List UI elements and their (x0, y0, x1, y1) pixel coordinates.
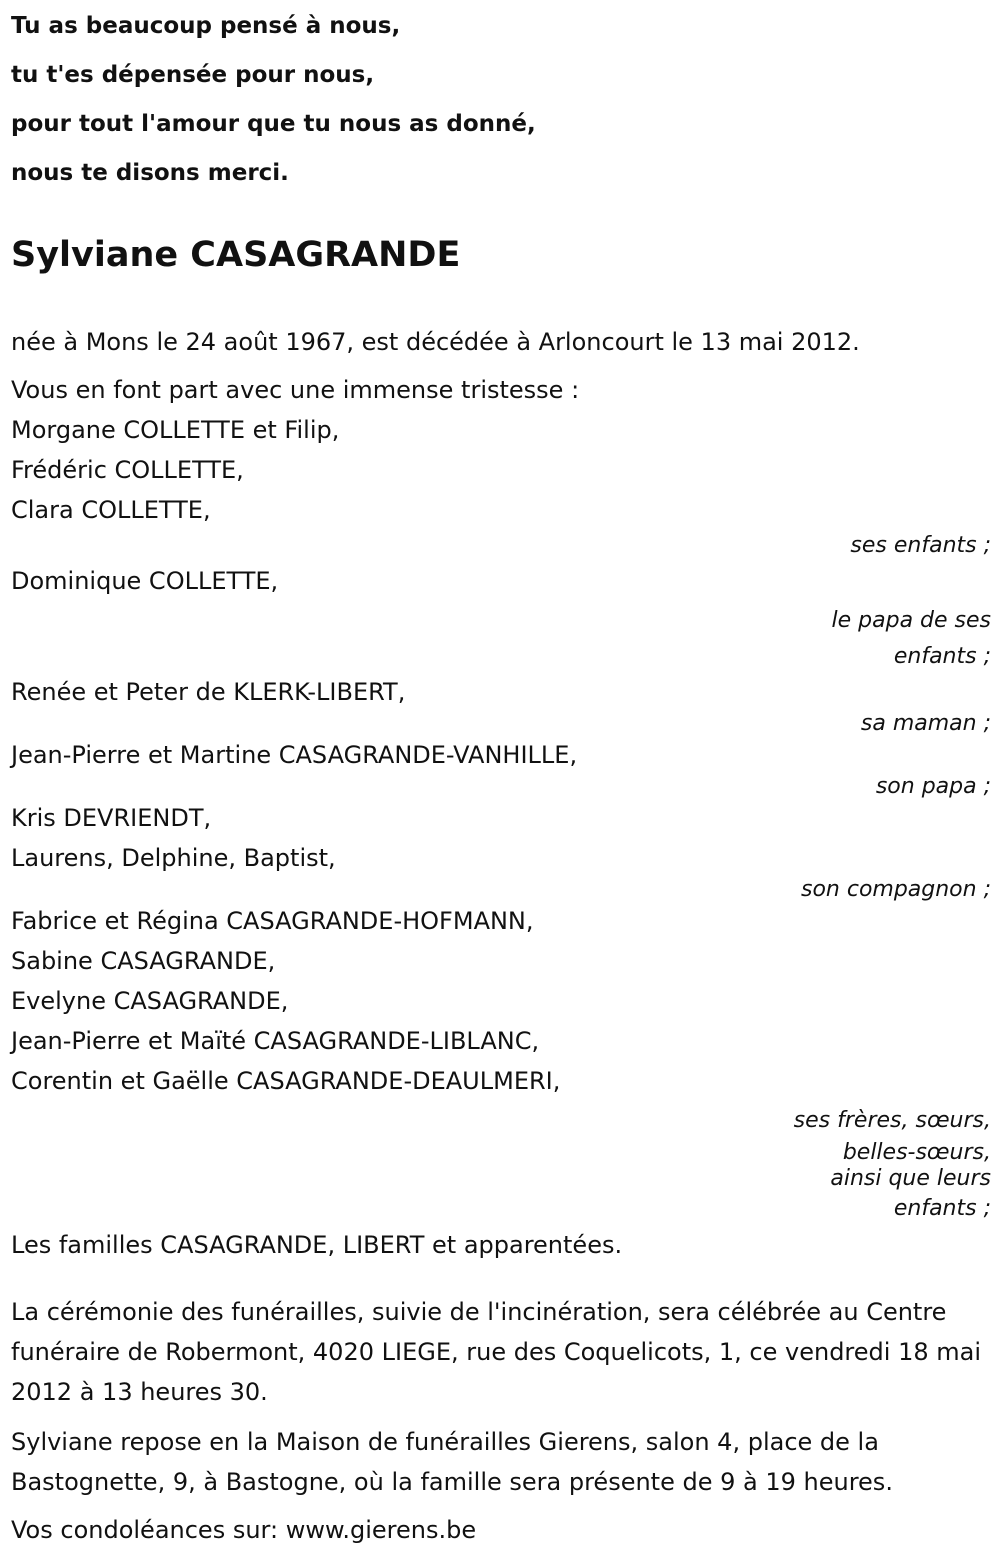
family-name: Sabine CASAGRANDE, (11, 947, 276, 975)
relation-label: ses frères, sœurs, (793, 1108, 991, 1133)
family-name: Morgane COLLETTE et Filip, (11, 416, 340, 444)
family-name: Fabrice et Régina CASAGRANDE-HOFMANN, (11, 907, 534, 935)
relation-label: sa maman ; (860, 711, 991, 736)
ceremony-paragraph: La cérémonie des funérailles, suivie de l'incinération, sera célébrée au Centre funéraire de Robermont, 4020 LIEGE, rue des Coquelicots, 1, ce vendredi 18 mai 2012 à 13 heures 30. (11, 1298, 981, 1406)
family-name: Clara COLLETTE, (11, 496, 211, 524)
relation-label: belles-sœurs, (842, 1140, 991, 1165)
notice-body (11, 322, 991, 1265)
poem-line: tu t'es dépensée pour nous, (11, 62, 375, 88)
family-name: Laurens, Delphine, Baptist, (11, 844, 336, 872)
poem-line: Tu as beaucoup pensé à nous, (11, 13, 401, 39)
poem-line: nous te disons merci. (11, 160, 289, 186)
deceased-name: Sylviane CASAGRANDE (11, 235, 461, 275)
poem-line: pour tout l'amour que tu nous as donné, (11, 111, 536, 137)
family-name: Corentin et Gaëlle CASAGRANDE-DEAULMERI, (11, 1067, 561, 1095)
family-name: Dominique COLLETTE, (11, 567, 279, 595)
family-name: Renée et Peter de KLERK-LIBERT, (11, 678, 406, 706)
relation-label: enfants ; (893, 1196, 991, 1221)
relation-label: enfants ; (893, 644, 991, 669)
family-name: Kris DEVRIENDT, (11, 804, 212, 832)
relation-label: ainsi que leurs (830, 1166, 991, 1191)
relation-label: son compagnon ; (800, 877, 991, 902)
repose-paragraph: Sylviane repose en la Maison de funérailles Gierens, salon 4, place de la Bastognette, 9, à Bastogne, où la famille sera présente de 9 à 19 heures. (11, 1428, 893, 1496)
relation-label: le papa de ses (831, 608, 991, 633)
condolences-line: Vos condoléances sur: www.gierens.be (11, 1516, 477, 1544)
family-name: Frédéric COLLETTE, (11, 456, 244, 484)
family-name: Evelyne CASAGRANDE, (11, 987, 289, 1015)
relation-label: son papa ; (875, 774, 991, 799)
family-name: Jean-Pierre et Martine CASAGRANDE-VANHILLE, (11, 741, 578, 769)
intro-line: Vous en font part avec une immense tristesse : (11, 376, 580, 404)
poem (11, 4, 536, 200)
families-line: Les familles CASAGRANDE, LIBERT et apparentées. (11, 1231, 623, 1259)
birth-death-line: née à Mons le 24 août 1967, est décédée à Arloncourt le 13 mai 2012. (11, 328, 860, 356)
family-name: Jean-Pierre et Maïté CASAGRANDE-LIBLANC, (11, 1027, 540, 1055)
relation-label: ses enfants ; (850, 533, 991, 558)
